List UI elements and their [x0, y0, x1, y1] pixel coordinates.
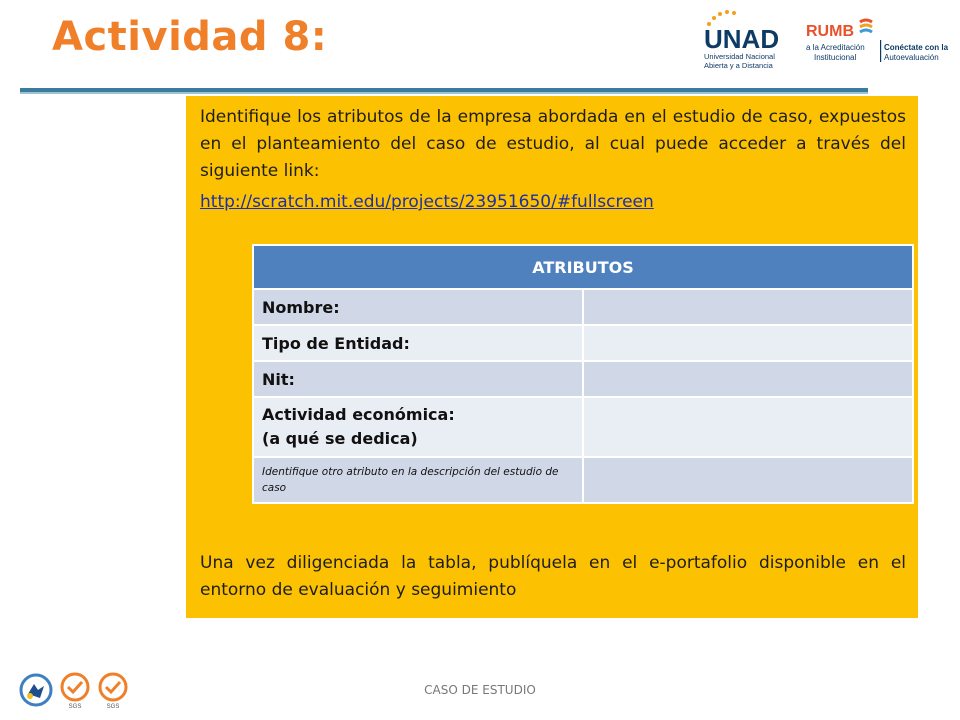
conectate-line2: Autoevaluación — [884, 53, 939, 62]
row-label-actividad — [253, 397, 583, 457]
table-row — [253, 289, 913, 325]
intro-paragraph: Identifique los atributos de la empresa abordada en el estudio de caso, expuestos en el planteamiento del caso de estudio, al cual puede acceder a través del siguiente link: — [200, 107, 906, 181]
row-label-actividad-line2: (a qué se dedica) — [262, 429, 418, 448]
row-value-nit[interactable] — [583, 361, 913, 397]
row-value-tipo-entidad[interactable] — [583, 325, 913, 361]
sgs-label-2: SGS — [106, 704, 120, 710]
unad-logo — [700, 8, 782, 72]
conectate-line1: Conéctate con la — [884, 43, 949, 52]
footer-caption: CASO DE ESTUDIO — [424, 683, 536, 697]
table-header-row — [253, 245, 913, 289]
table-row — [253, 397, 913, 457]
rumbo-logo — [806, 16, 956, 68]
title-underline-shadow — [20, 92, 868, 94]
table-row — [253, 361, 913, 397]
row-label-nombre: Nombre: — [253, 289, 583, 325]
unad-sub1: Universidad Nacional — [704, 52, 775, 61]
unad-sub2: Abierta y a Distancia — [704, 61, 773, 70]
attributes-table — [252, 244, 914, 504]
page-title: Actividad 8: — [52, 14, 328, 60]
rumbo-sub2: Institucional — [814, 53, 857, 62]
table-row — [253, 457, 913, 503]
table-row — [253, 325, 913, 361]
closing-paragraph: Una vez diligenciada la tabla, publíquela en el e-portafolio disponible en el entorno de evaluación y seguimiento — [200, 553, 906, 600]
rumbo-wordmark: RUMB — [806, 23, 854, 40]
activity-panel — [186, 96, 918, 618]
sgs-label-1: SGS — [68, 704, 82, 710]
row-label-otro-atributo: Identifique otro atributo en la descripción del estudio de caso — [253, 457, 583, 503]
row-value-otro-atributo[interactable] — [583, 457, 913, 503]
row-label-actividad-line1: Actividad económica: — [262, 405, 455, 424]
unad-wordmark: UNAD — [704, 24, 780, 54]
table-header: ATRIBUTOS — [253, 245, 913, 289]
row-label-tipo-entidad: Tipo de Entidad: — [253, 325, 583, 361]
row-value-actividad[interactable] — [583, 397, 913, 457]
case-study-link[interactable]: http://scratch.mit.edu/projects/23951650/#fullscreen — [200, 192, 654, 212]
rumbo-sub1: a la Acreditación — [806, 43, 865, 52]
row-label-nit: Nit: — [253, 361, 583, 397]
row-value-nombre[interactable] — [583, 289, 913, 325]
rumbo-swoosh-icon — [860, 20, 872, 32]
